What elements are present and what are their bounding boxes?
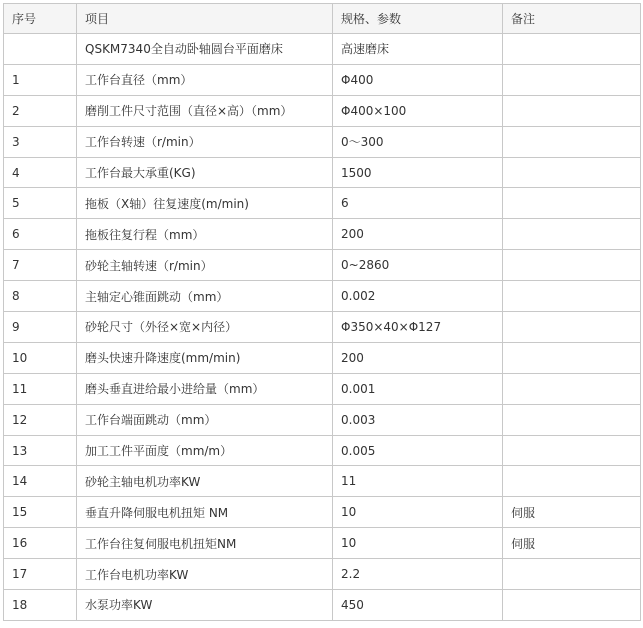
cell-item: QSKM7340全自动卧轴圆台平面磨床 — [77, 34, 333, 65]
table-row — [4, 435, 641, 466]
cell-item: 主轴定心锥面跳动（mm） — [77, 281, 333, 312]
table-row — [4, 312, 641, 343]
cell-index: 9 — [4, 312, 77, 343]
cell-note — [503, 126, 641, 157]
cell-index — [4, 34, 77, 65]
table-row — [4, 126, 641, 157]
cell-spec: 0.005 — [333, 435, 503, 466]
table-header — [4, 4, 641, 34]
cell-index: 11 — [4, 373, 77, 404]
cell-note — [503, 281, 641, 312]
header-cell-note: 备注 — [503, 4, 641, 34]
table-row — [4, 250, 641, 281]
cell-item: 加工工件平面度（mm/m） — [77, 435, 333, 466]
cell-index: 2 — [4, 95, 77, 126]
table-row — [4, 404, 641, 435]
cell-spec: 高速磨床 — [333, 34, 503, 65]
cell-note — [503, 312, 641, 343]
cell-index: 13 — [4, 435, 77, 466]
header-row — [4, 4, 641, 34]
cell-note — [503, 404, 641, 435]
cell-index: 10 — [4, 342, 77, 373]
cell-spec: 1500 — [333, 157, 503, 188]
cell-index: 18 — [4, 590, 77, 621]
cell-note — [503, 34, 641, 65]
cell-note — [503, 64, 641, 95]
cell-item: 水泵功率KW — [77, 590, 333, 621]
table-row — [4, 559, 641, 590]
cell-note — [503, 95, 641, 126]
cell-spec: 0.003 — [333, 404, 503, 435]
cell-item: 拖板往复行程（mm） — [77, 219, 333, 250]
cell-spec: 0.001 — [333, 373, 503, 404]
cell-spec: Φ400×100 — [333, 95, 503, 126]
header-cell-index: 序号 — [4, 4, 77, 34]
table-row — [4, 528, 641, 559]
cell-spec: Φ400 — [333, 64, 503, 95]
header-cell-spec: 规格、参数 — [333, 4, 503, 34]
cell-index: 12 — [4, 404, 77, 435]
cell-note: 伺服 — [503, 528, 641, 559]
cell-item: 工作台直径（mm） — [77, 64, 333, 95]
table-row — [4, 373, 641, 404]
cell-item: 磨头垂直进给最小进给量（mm） — [77, 373, 333, 404]
cell-spec: 10 — [333, 528, 503, 559]
cell-note — [503, 466, 641, 497]
table-row — [4, 466, 641, 497]
table-row — [4, 497, 641, 528]
cell-spec: 2.2 — [333, 559, 503, 590]
table-row — [4, 34, 641, 65]
cell-item: 磨削工件尺寸范围（直径×高）（mm） — [77, 95, 333, 126]
cell-note — [503, 342, 641, 373]
cell-spec: 11 — [333, 466, 503, 497]
table-row — [4, 281, 641, 312]
spec-table-container — [3, 3, 640, 625]
cell-spec: 200 — [333, 219, 503, 250]
cell-index: 5 — [4, 188, 77, 219]
cell-spec: 0.002 — [333, 281, 503, 312]
cell-index: 17 — [4, 559, 77, 590]
table-row — [4, 590, 641, 621]
cell-note — [503, 373, 641, 404]
cell-note: 伺服 — [503, 497, 641, 528]
cell-index: 16 — [4, 528, 77, 559]
table-row — [4, 157, 641, 188]
cell-index: 4 — [4, 157, 77, 188]
cell-index: 1 — [4, 64, 77, 95]
table-row — [4, 64, 641, 95]
cell-spec: Φ350×40×Φ127 — [333, 312, 503, 343]
cell-note — [503, 219, 641, 250]
cell-item: 工作台最大承重(KG) — [77, 157, 333, 188]
cell-spec: 0～300 — [333, 126, 503, 157]
cell-spec: 10 — [333, 497, 503, 528]
cell-note — [503, 559, 641, 590]
cell-spec: 0~2860 — [333, 250, 503, 281]
cell-item: 工作台往复伺服电机扭矩NM — [77, 528, 333, 559]
table-body — [4, 34, 641, 621]
cell-item: 磨头快速升降速度(mm/min) — [77, 342, 333, 373]
table-row — [4, 219, 641, 250]
cell-item: 砂轮主轴电机功率KW — [77, 466, 333, 497]
cell-item: 砂轮主轴转速（r/min） — [77, 250, 333, 281]
table-row — [4, 95, 641, 126]
cell-index: 14 — [4, 466, 77, 497]
cell-note — [503, 435, 641, 466]
header-cell-item: 项目 — [77, 4, 333, 34]
cell-note — [503, 590, 641, 621]
cell-index: 8 — [4, 281, 77, 312]
cell-item: 砂轮尺寸（外径×宽×内径） — [77, 312, 333, 343]
cell-spec: 450 — [333, 590, 503, 621]
cell-item: 工作台端面跳动（mm） — [77, 404, 333, 435]
table-row — [4, 342, 641, 373]
cell-item: 拖板（X轴）往复速度(m/min) — [77, 188, 333, 219]
spec-table — [3, 3, 641, 621]
cell-index: 7 — [4, 250, 77, 281]
cell-index: 6 — [4, 219, 77, 250]
table-row — [4, 188, 641, 219]
cell-item: 垂直升降伺服电机扭矩 NM — [77, 497, 333, 528]
cell-note — [503, 157, 641, 188]
cell-spec: 200 — [333, 342, 503, 373]
cell-item: 工作台电机功率KW — [77, 559, 333, 590]
cell-note — [503, 250, 641, 281]
cell-note — [503, 188, 641, 219]
cell-index: 3 — [4, 126, 77, 157]
cell-index: 15 — [4, 497, 77, 528]
cell-item: 工作台转速（r/min） — [77, 126, 333, 157]
cell-spec: 6 — [333, 188, 503, 219]
